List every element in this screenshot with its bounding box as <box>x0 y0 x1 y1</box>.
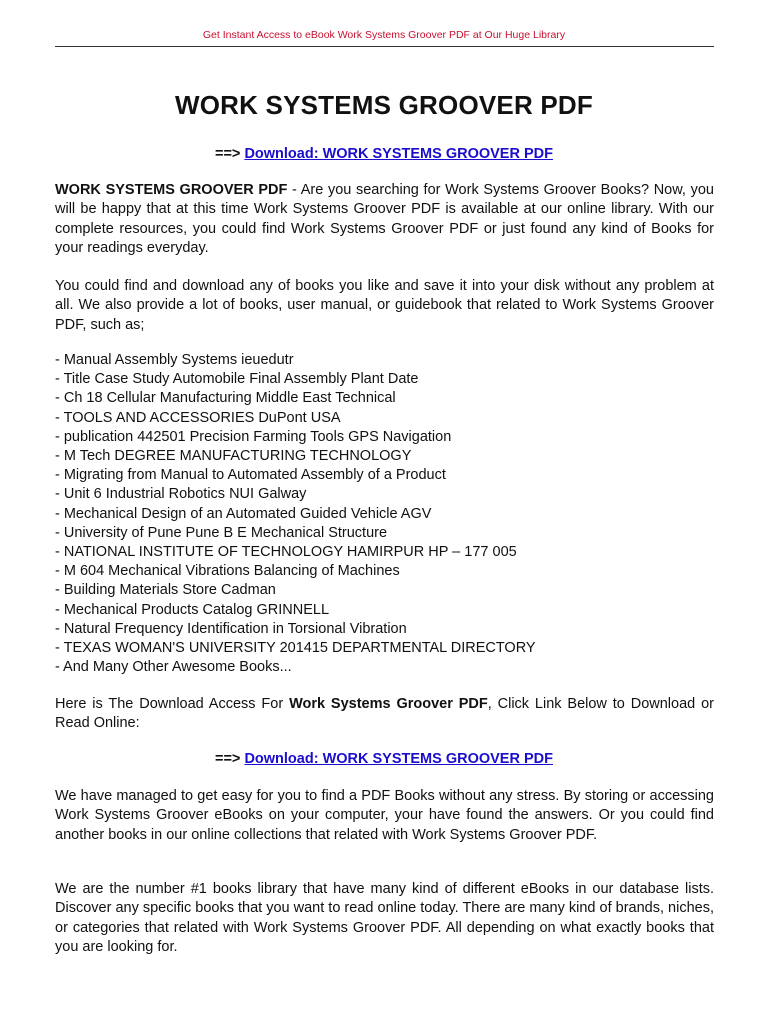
download-arrow: ==> <box>215 751 241 767</box>
intro-text: - Are you searching for Work Systems Groover Books? Now, you will be happy that at this time Work Systems Groover PDF is available at our online library. With our complete resources, you could find Work Systems Groover PDF or just found any kind of Books for your readings everyday. <box>55 182 714 256</box>
list-item: - M 604 Mechanical Vibrations Balancing of Machines <box>55 563 400 580</box>
list-item: - M Tech DEGREE MANUFACTURING TECHNOLOGY <box>55 448 412 465</box>
list-item: - Mechanical Design of an Automated Guided Vehicle AGV <box>55 505 432 522</box>
list-item: - NATIONAL INSTITUTE OF TECHNOLOGY HAMIRPUR HP – 177 005 <box>55 544 517 561</box>
list-item: - TEXAS WOMAN'S UNIVERSITY 201415 DEPARTMENTAL DIRECTORY <box>55 640 536 657</box>
access-paragraph <box>55 695 714 734</box>
header-divider <box>55 46 714 47</box>
download-arrow: ==> <box>215 146 241 162</box>
list-item: - University of Pune Pune B E Mechanical Structure <box>55 524 388 541</box>
list-item: - Ch 18 Cellular Manufacturing Middle East Technical <box>55 390 396 407</box>
list-item: - TOOLS AND ACCESSORIES DuPont USA <box>55 409 341 426</box>
paragraph-related: You could find and download any of books you like and save it into your disk without any problem at all. We also provide a lot of books, user manual, or guidebook that related to Work Systems Groover PDF, such as; <box>55 278 714 333</box>
list-item: - Migrating from Manual to Automated Assembly of a Product <box>55 467 446 484</box>
list-item: - Natural Frequency Identification in Torsional Vibration <box>55 620 407 637</box>
list-item: - Mechanical Products Catalog GRINNELL <box>55 601 330 618</box>
list-item: - Manual Assembly Systems ieuedutr <box>55 352 294 368</box>
related-books-list <box>55 351 714 677</box>
access-bold-title: Work Systems Groover PDF <box>289 696 488 712</box>
list-item: - Building Materials Store Cadman <box>55 582 276 599</box>
intro-bold-title: WORK SYSTEMS GROOVER PDF <box>55 182 288 198</box>
access-text-after: , Click Link Below to Download or Read Online: <box>55 696 714 732</box>
access-text-before: Here is The Download Access For <box>55 696 290 712</box>
list-item: - Title Case Study Automobile Final Assembly Plant Date <box>55 371 419 388</box>
download-line-bottom <box>0 751 768 767</box>
download-link-top[interactable]: Download: WORK SYSTEMS GROOVER PDF <box>244 146 553 162</box>
page-title: WORK SYSTEMS GROOVER PDF <box>175 90 593 120</box>
list-item: - publication 442501 Precision Farming Tools GPS Navigation <box>55 428 452 445</box>
paragraph-library: We are the number #1 books library that have many kind of different eBooks in our database lists. Discover any specific books that you want to read online today. There are many kind of brands, niches, or categories that related with Work Systems Groover PDF. All depending on what exactly books that you are looking for. <box>55 881 714 955</box>
header-banner: Get Instant Access to eBook Work Systems Groover PDF at Our Huge Library <box>202 29 566 41</box>
download-line-top <box>0 146 768 162</box>
list-item: - And Many Other Awesome Books... <box>55 659 292 676</box>
download-link-bottom[interactable]: Download: WORK SYSTEMS GROOVER PDF <box>244 751 553 767</box>
list-item: - Unit 6 Industrial Robotics NUI Galway <box>55 486 307 503</box>
intro-paragraph <box>55 181 714 258</box>
paragraph-easy-access: We have managed to get easy for you to find a PDF Books without any stress. By storing or accessing Work Systems Groover eBooks on your computer, your have found the answers. Or you could find another books in our online collections that related with Work Systems Groover PDF. <box>55 788 714 843</box>
